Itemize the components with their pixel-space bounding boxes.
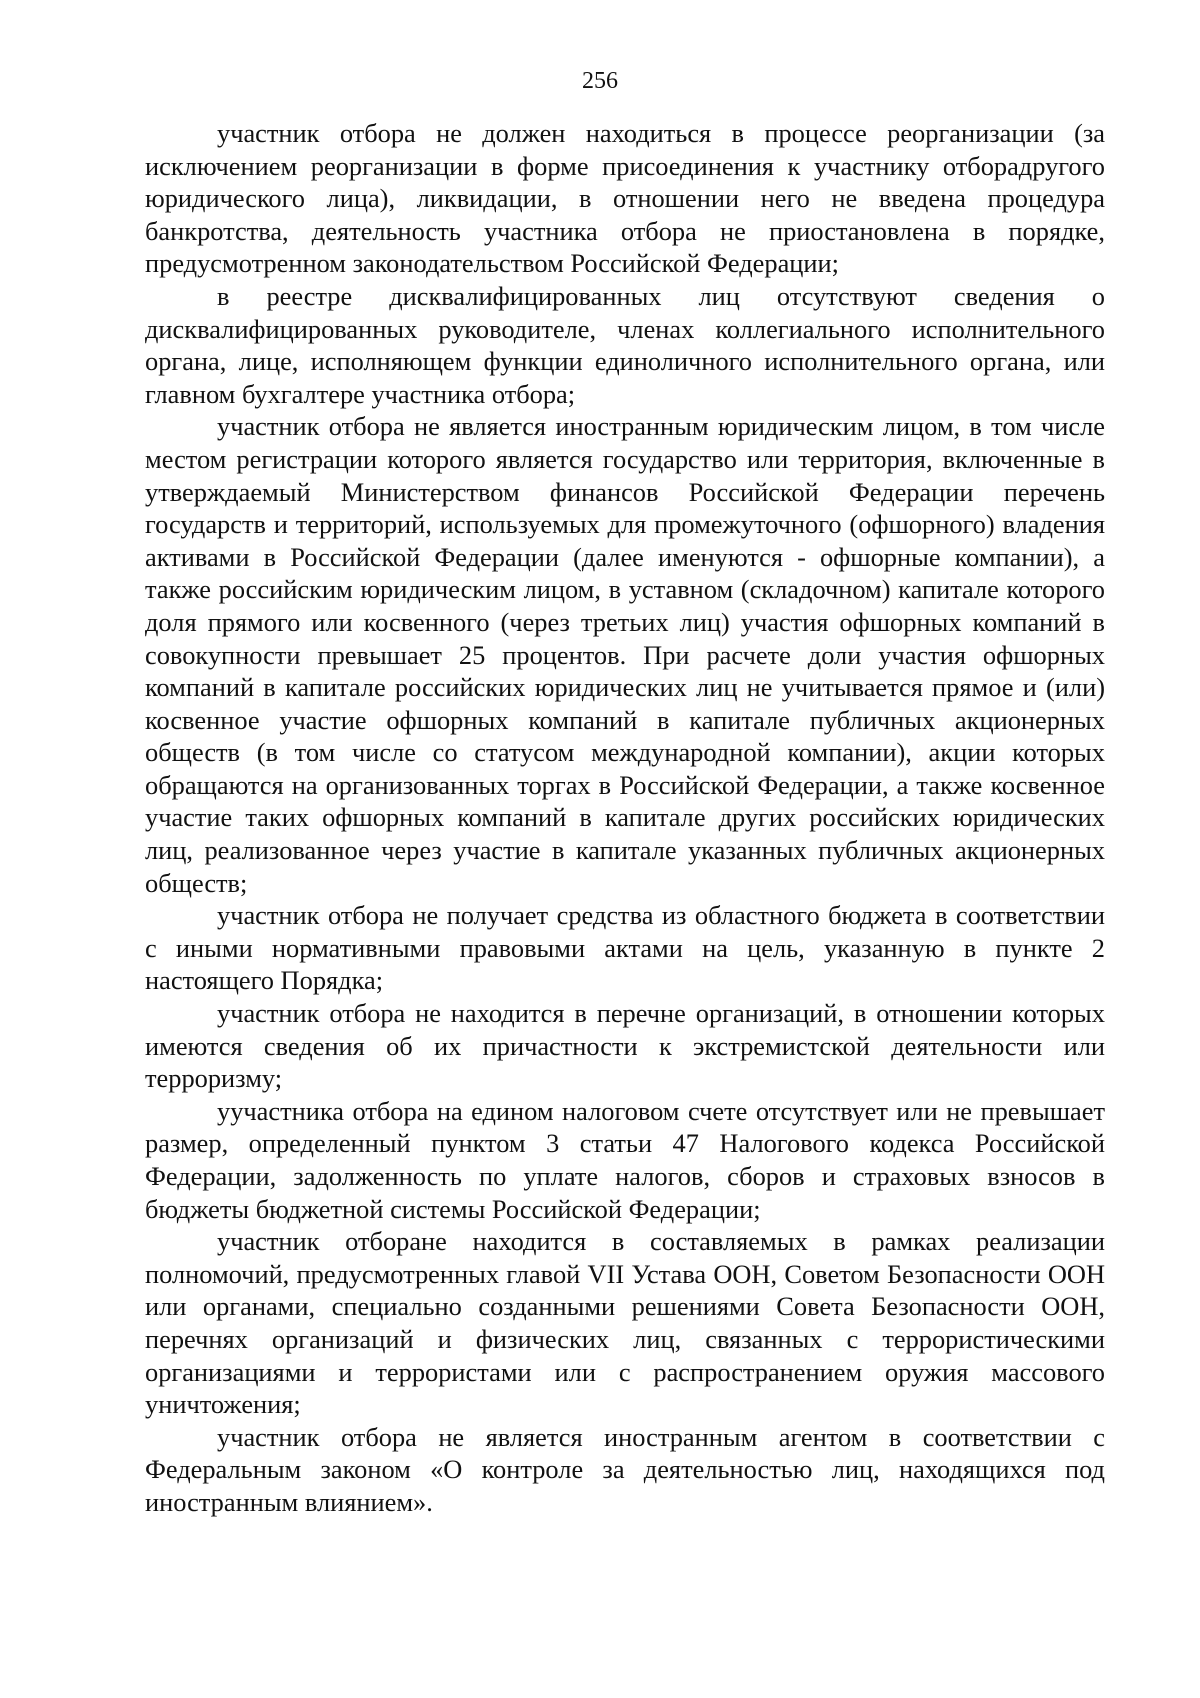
paragraph-un-lists: участник отборане находится в составляемых в рамках реализации полномочий, предусмотренных главой VII Устава ООН, Советом Безопасности ООН или органами, специально созданными решениями Совета Безопасности ООН, перечнях организаций и физических лиц, связанных с террористическими организациями и террористами или с распространением оружия массового уничтожения; bbox=[145, 1226, 1105, 1420]
paragraph-offshore-companies: участник отбора не является иностранным юридическим лицом, в том числе местом регистрации которого является государство или территория, включенные в утверждаемый Министерством финансов Российской Федерации перечень государств и территорий, используемых для промежуточного (офшорного) владения активами в Российской Федерации (далее именуются - офшорные компании), а также российским юридическим лицом, в уставном (складочном) капитале которого доля прямого или косвенного (через третьих лиц) участия офшорных компаний в совокупности превышает 25 процентов. При расчете доли участия офшорных компаний в капитале российских юридических лиц не учитывается прямое и (или) косвенное участие офшорных компаний в капитале публичных акционерных обществ (в том числе со статусом международной компании), акции которых обращаются на организованных торгах в Российской Федерации, а также косвенное участие таких офшорных компаний в капитале других российских юридических лиц, реализованное через участие в капитале указанных публичных акционерных обществ; bbox=[145, 411, 1105, 898]
paragraph-regional-budget: участник отбора не получает средства из областного бюджета в соответствии с иными нормативными правовыми актами на цель, указанную в пункте 2 настоящего Порядка; bbox=[145, 900, 1105, 996]
paragraph-tax-debt: уучастника отбора на едином налоговом счете отсутствует или не превышает размер, определенный пунктом 3 статьи 47 Налогового кодекса Российской Федерации, задолженность по уплате налогов, сборов и страховых взносов в бюджеты бюджетной системы Российской Федерации; bbox=[145, 1095, 1105, 1224]
page-number: 256 bbox=[582, 68, 618, 94]
paragraph-extremism-list: участник отбора не находится в перечне организаций, в отношении которых имеются сведения об их причастности к экстремистской деятельности или терроризму; bbox=[145, 998, 1105, 1094]
paragraph-disqualified-registry: в реестре дисквалифицированных лиц отсутствуют сведения о дисквалифицированных руководителе, членах коллегиального исполнительного органа, лице, исполняющем функции единоличного исполнительного органа, или главном бухгалтере участника отбора; bbox=[145, 280, 1105, 409]
paragraph-reorganization: участник отбора не должен находиться в процессе реорганизации (за исключением реорганизации в форме присоединения к участнику отборадругого юридического лица), ликвидации, в отношении него не введена процедура банкротства, деятельность участника отбора не приостановлена в порядке, предусмотренном законодательством Российской Федерации; bbox=[145, 118, 1105, 279]
document-body bbox=[145, 117, 1105, 1519]
paragraph-foreign-agent: участник отбора не является иностранным агентом в соответствии с Федеральным законом «О контроле за деятельностью лиц, находящихся под иностранным влиянием». bbox=[145, 1421, 1105, 1517]
